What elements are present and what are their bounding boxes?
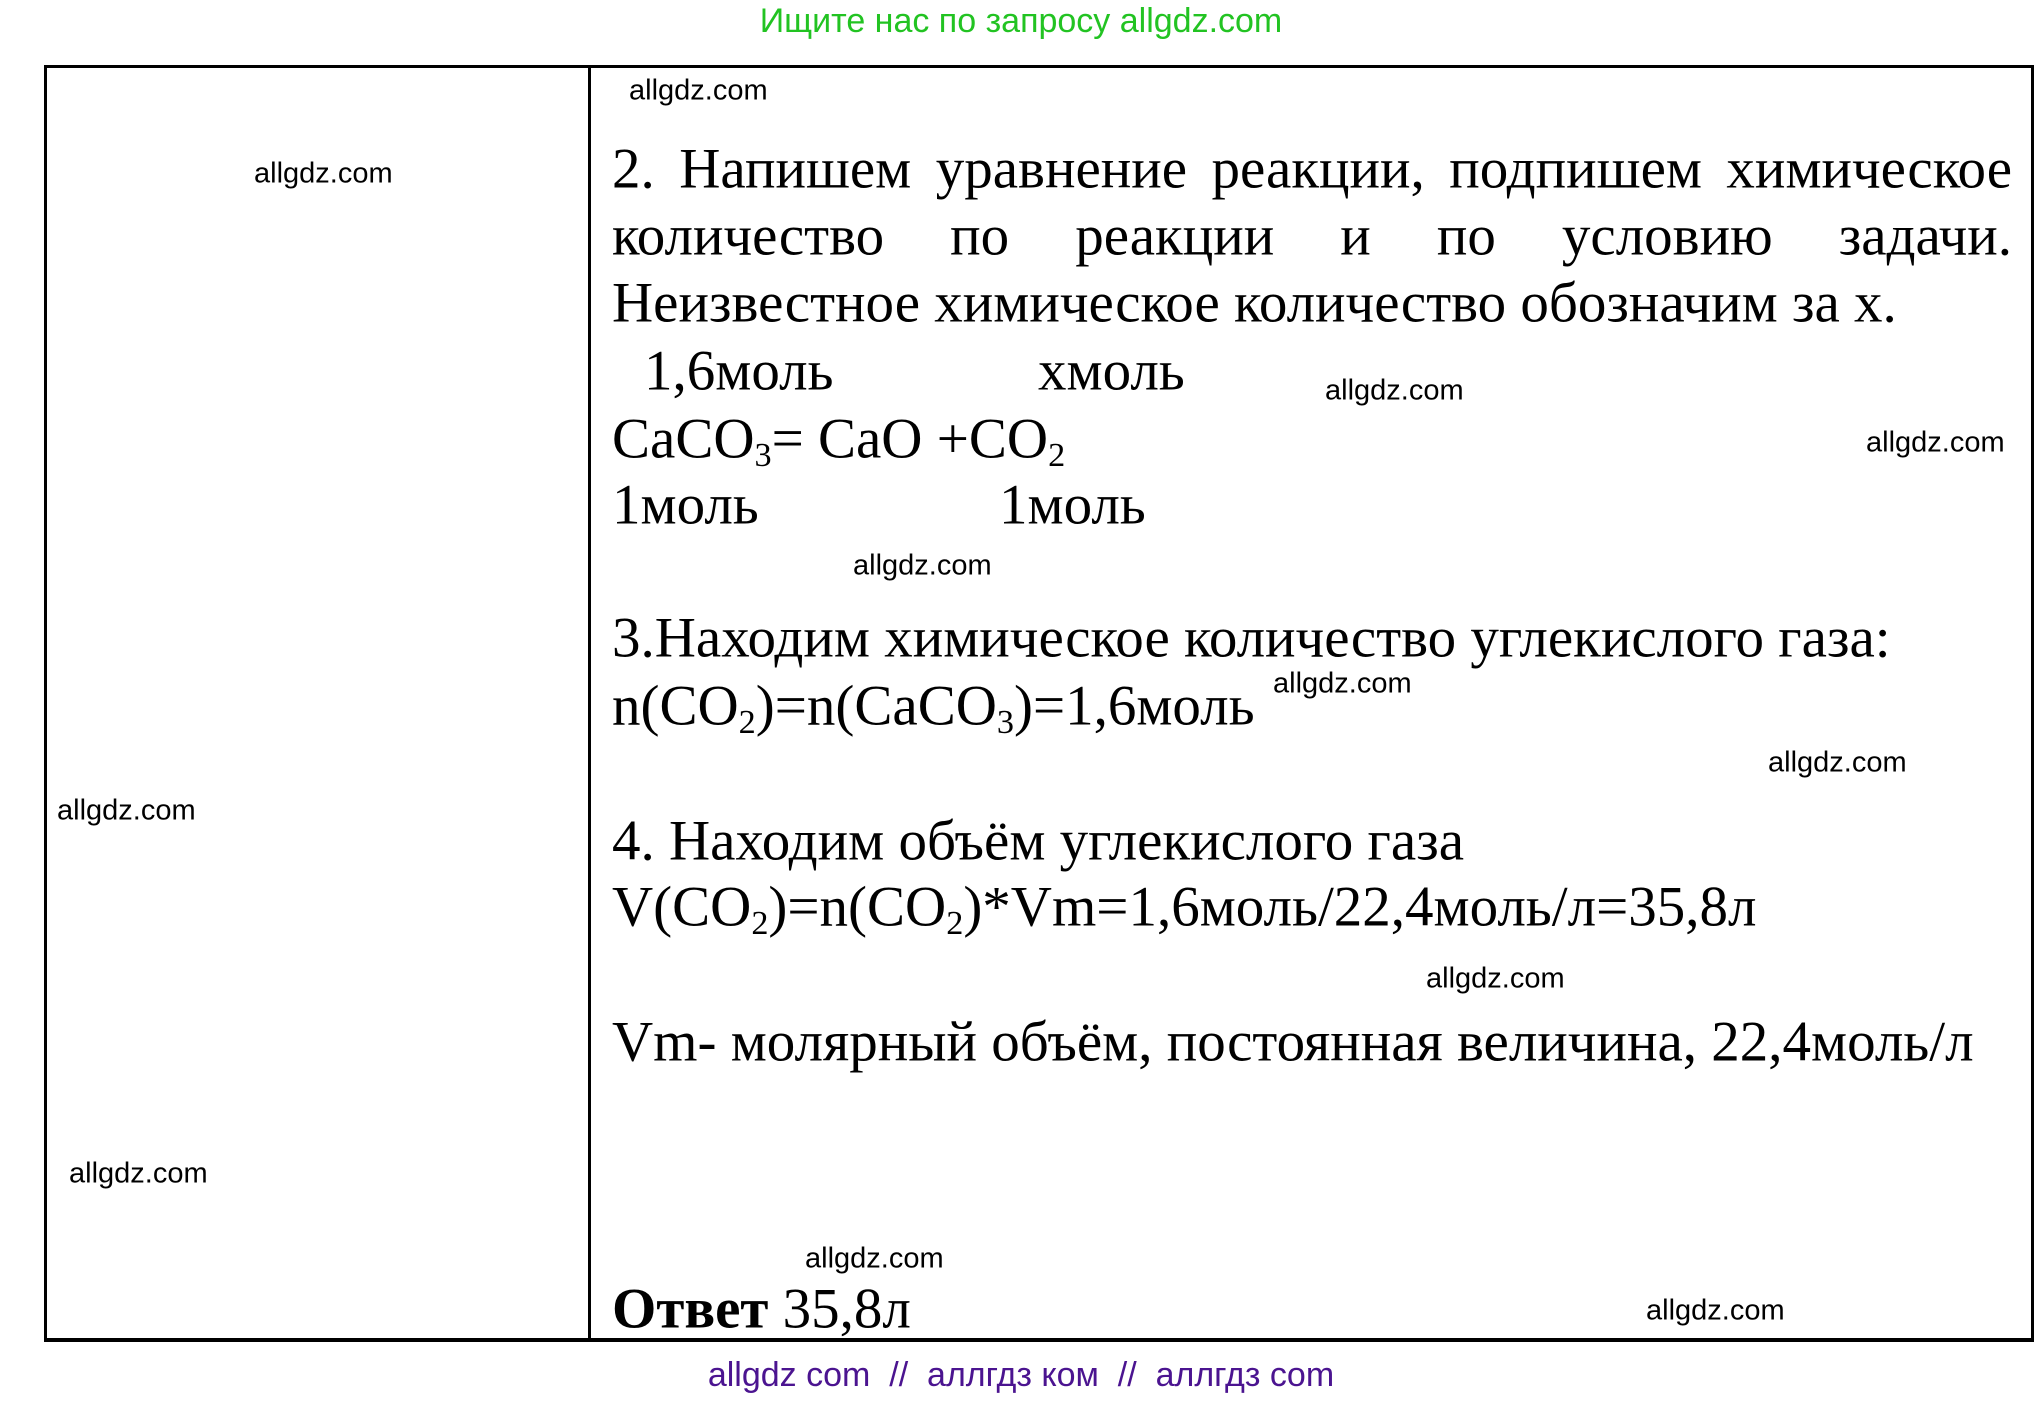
step2-line2: количество по реакции и по условию задачи. bbox=[612, 204, 2012, 268]
reaction-coefficient-right: 1моль bbox=[999, 473, 1146, 537]
step3-formula bbox=[612, 674, 1255, 742]
reaction-unknown-amount: хмоль bbox=[1038, 339, 1185, 403]
step3-line1: 3.Находим химическое количество углекислого газа: bbox=[612, 606, 1891, 670]
formula-part: )*Vm=1,6моль/22,4моль/л=35,8л bbox=[963, 875, 1757, 939]
formula-part: )=1,6моль bbox=[1013, 674, 1255, 738]
reaction-equation bbox=[612, 407, 1066, 475]
step2-line1: 2. Напишем уравнение реакции, подпишем химическое bbox=[612, 137, 2012, 201]
vm-note: Vm- молярный объём, постоянная величина, 22,4моль/л bbox=[612, 1010, 1974, 1074]
step4-formula bbox=[612, 875, 1757, 943]
reaction-given-amount: 1,6моль bbox=[644, 339, 834, 403]
reaction-coefficient-left: 1моль bbox=[612, 473, 759, 537]
answer-value: 35,8л bbox=[768, 1277, 911, 1341]
subscript: 2 bbox=[751, 905, 769, 943]
formula-part: n(CO bbox=[612, 674, 739, 738]
formula-part: V(CO bbox=[612, 875, 752, 939]
watermark: allgdz.com bbox=[1768, 746, 1907, 779]
column-divider bbox=[588, 65, 591, 1342]
watermark: allgdz.com bbox=[1646, 1294, 1785, 1327]
answer bbox=[612, 1277, 911, 1341]
watermark: allgdz.com bbox=[254, 157, 393, 190]
subscript: 3 bbox=[754, 437, 772, 475]
reaction-part: CaCO bbox=[612, 407, 755, 471]
step2-line3: Неизвестное химическое количество обозначим за x. bbox=[612, 271, 1897, 335]
step4-line1: 4. Находим объём углекислого газа bbox=[612, 809, 1465, 873]
formula-part: )=n(CO bbox=[768, 875, 947, 939]
watermark: allgdz.com bbox=[69, 1157, 208, 1190]
watermark: allgdz.com bbox=[805, 1242, 944, 1275]
watermark: allgdz.com bbox=[1426, 962, 1565, 995]
watermark: allgdz.com bbox=[1866, 426, 2005, 459]
subscript: 2 bbox=[946, 905, 964, 943]
header-banner[interactable]: Ищите нас по запросу allgdz.com bbox=[759, 2, 1283, 40]
watermark: allgdz.com bbox=[1325, 374, 1464, 407]
watermark: allgdz.com bbox=[629, 74, 768, 107]
subscript: 2 bbox=[1048, 437, 1066, 475]
watermark: allgdz.com bbox=[1273, 667, 1412, 700]
watermark: allgdz.com bbox=[853, 549, 992, 582]
subscript: 2 bbox=[738, 704, 756, 742]
reaction-part: = CaO +CO bbox=[771, 407, 1049, 471]
subscript: 3 bbox=[996, 704, 1014, 742]
formula-part: )=n(CaCO bbox=[755, 674, 997, 738]
answer-label: Ответ bbox=[612, 1277, 769, 1341]
watermark: allgdz.com bbox=[57, 794, 196, 827]
footer-banner[interactable]: allgdz com // аллгдз ком // аллгдз com bbox=[707, 1356, 1335, 1394]
